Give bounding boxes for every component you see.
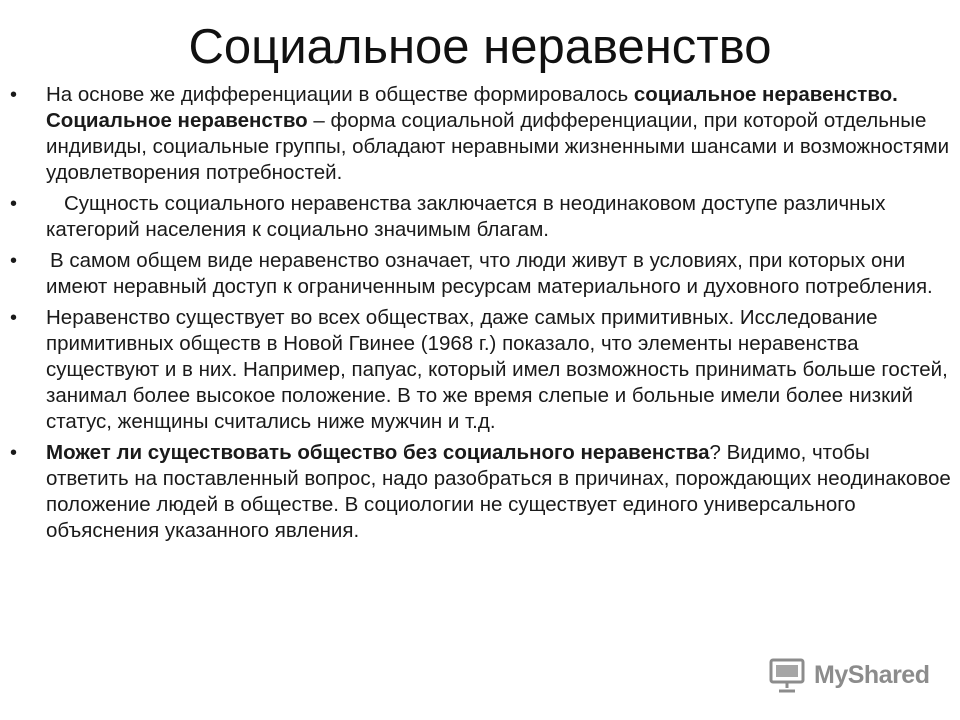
bullet-text-bold: Может ли существовать общество без социального неравенства (46, 441, 710, 464)
presentation-board-icon (768, 656, 806, 694)
bullet-text (46, 83, 949, 184)
bullet-item-1 (10, 82, 955, 186)
bullet-item-4 (10, 305, 955, 435)
bullet-text: Сущность социального неравенства заключается в неодинаковом доступе различных категорий населения к социально значимым благам. (46, 192, 886, 241)
bullet-marker: • (10, 442, 18, 464)
bullet-item-5 (10, 440, 955, 544)
watermark[interactable] (768, 656, 929, 694)
bullet-list (10, 82, 955, 549)
bullet-text: Неравенство существует во всех обществах, даже самых примитивных. Исследование примитивных обществ в Новой Гвинее (1968 г.) показало, что элементы неравенства существуют и в них. Например, папуас, который имел возможность принимать больше гостей, занимал более высокое положение. В то же время слепые и больные имели более низкий статус, женщины считались ниже мужчин и т.д. (46, 306, 948, 433)
bullet-text (46, 441, 951, 542)
bullet-marker: • (10, 307, 18, 329)
bullet-text-bold: социальное неравенство. Социальное неравенство (46, 83, 898, 132)
bullet-text-part: ? Видимо, чтобы ответить на поставленный вопрос, надо разобраться в причинах, порождающих неодинаковое положение людей в обществе. В социологии не существует единого универсального объяснения указанного явления. (46, 441, 951, 542)
slide-title: Социальное неравенство (188, 20, 772, 74)
bullet-marker: • (10, 250, 18, 272)
bullet-marker: • (10, 193, 18, 215)
watermark-text: MyShared (814, 660, 930, 689)
bullet-text-part: На основе же дифференциации в обществе формировалось (46, 83, 634, 106)
bullet-text-part: – форма социальной дифференциации, при которой отдельные индивиды, социальные группы, обладают неравными жизненными шансами и возможностями удовлетворения потребностей. (46, 109, 950, 184)
bullet-marker: • (10, 84, 18, 106)
bullet-text: В самом общем виде неравенство означает, что люди живут в условиях, при которых они имеют неравный доступ к ограниченным ресурсам материального и духовного потребления. (46, 249, 933, 298)
bullet-item-2 (10, 191, 955, 243)
bullet-item-3 (10, 248, 955, 300)
